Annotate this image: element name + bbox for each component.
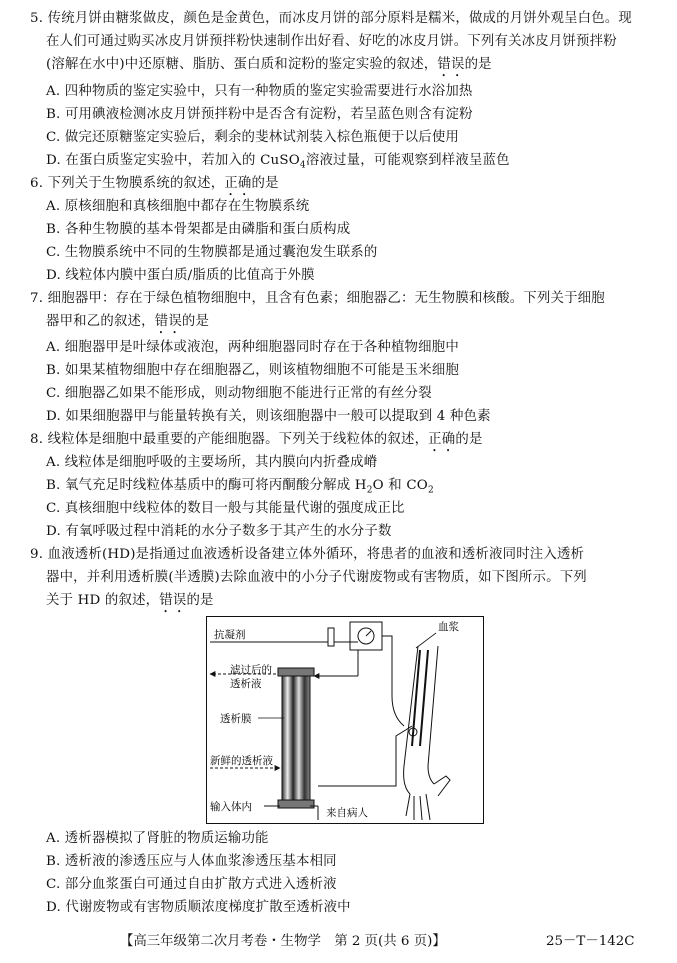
q8-option-d: D. 有氧呼吸过程中消耗的水分子数多于其产生的水分子数	[46, 524, 392, 539]
label-plasma: 血浆	[438, 622, 459, 633]
label-membrane: 透析膜	[220, 714, 252, 725]
q8-option-c: C. 真核细胞中线粒体的数目一般与其能量代谢的强度成正比	[46, 501, 405, 516]
q6-emphasis: 正确	[224, 176, 252, 191]
q7-option-b: B. 如果某植物细胞中存在细胞器乙，则该植物细胞不可能是玉米细胞	[46, 363, 460, 378]
q5-stem-line1: 5. 传统月饼由糖浆做皮，颜色是金黄色，而冰皮月饼的部分原料是糯米，做成的月饼外观呈白色。现	[30, 11, 633, 26]
footer-title: 【高三年级第二次月考卷・生物学 第 2 页(共 6 页)】	[120, 934, 446, 949]
q5-option-a: A. 四种物质的鉴定实验中，只有一种物质的鉴定实验需要进行水浴加热	[46, 84, 473, 99]
footer-code: 25－T－142C	[546, 934, 635, 949]
q5-option-d: D. 在蛋白质鉴定实验中，若加入的 CuSO$_4$溶液过量，可能观察到样液呈蓝色	[46, 153, 510, 171]
hemodialysis-diagram	[206, 616, 484, 824]
q7-emphasis: 错误	[154, 314, 182, 329]
q9-option-b: B. 透析液的渗透压应与人体血浆渗透压基本相同	[46, 854, 337, 869]
q9-option-a: A. 透析器模拟了肾脏的物质运输功能	[46, 831, 269, 846]
q8-stem: 8. 线粒体是细胞中最重要的产能细胞器。下列关于线粒体的叙述，正确的是	[30, 432, 483, 447]
q5-stem-line3: (溶解在水中)中还原糖、脂肪、蛋白质和淀粉的鉴定实验的叙述，错误的是	[46, 57, 492, 72]
q9-stem-line2: 器中，并利用透析膜(半透膜)去除血液中的小分子代谢废物或有害物质，如下图所示。下列	[46, 570, 587, 585]
q9-stem-line3: 关于 HD 的叙述，错误的是	[46, 593, 214, 608]
q6-option-a: A. 原核细胞和真核细胞中都存在生物膜系统	[46, 199, 310, 214]
q8-option-a: A. 线粒体是细胞呼吸的主要场所，其内膜向内折叠成嵴	[46, 455, 378, 470]
dialyzer	[282, 670, 310, 806]
q7-stem-line1: 7. 细胞器甲：存在于绿色植物细胞中，且含有色素；细胞器乙：无生物膜和核酸。下列关于细胞	[30, 291, 605, 306]
label-from-patient: 来自病人	[326, 808, 368, 819]
label-anticoagulant: 抗凝剂	[214, 630, 246, 641]
q9-option-c: C. 部分血浆蛋白可通过自由扩散方式进入透析液	[46, 877, 337, 892]
q7-option-c: C. 细胞器乙如果不能形成，则动物细胞不能进行正常的有丝分裂	[46, 386, 432, 401]
q9-emphasis: 错误	[159, 593, 187, 608]
q6-option-c: C. 生物膜系统中不同的生物膜都是通过囊泡发生联系的	[46, 245, 378, 260]
q5-option-b: B. 可用碘液检测冰皮月饼预拌粉中是否含有淀粉，若呈蓝色则含有淀粉	[46, 107, 473, 122]
q7-option-d: D. 如果细胞器甲与能量转换有关，则该细胞器中一般可以提取到 4 种色素	[46, 409, 491, 424]
q6-option-d: D. 线粒体内膜中蛋白质/脂质的比值高于外膜	[46, 268, 315, 283]
q6-option-b: B. 各种生物膜的基本骨架都是由磷脂和蛋白质构成	[46, 222, 351, 237]
q6-stem: 6. 下列关于生物膜系统的叙述，正确的是	[30, 176, 279, 191]
q5-option-c: C. 做完还原糖鉴定实验后，剩余的斐林试剂装入棕色瓶便于以后使用	[46, 130, 460, 145]
q7-stem-line2: 器甲和乙的叙述，错误的是	[46, 314, 210, 329]
q8-option-b: B. 氧气充足时线粒体基质中的酶可将丙酮酸分解成 $H_2O$ 和 $CO_2$	[46, 478, 434, 496]
q7-option-a: A. 细胞器甲是叶绿体或液泡，两种细胞器同时存在于各种植物细胞中	[46, 340, 459, 355]
label-fresh-dialysate: 新鲜的透析液	[210, 756, 273, 767]
q9-stem-line1: 9. 血液透析(HD)是指通过血液透析设备建立体外循环，将患者的血液和透析液同时注入透析	[30, 547, 585, 562]
q5-emphasis: 错误	[437, 57, 465, 72]
q5-stem-line2: 在人们可通过购买冰皮月饼预拌粉快速制作出好看、好吃的冰皮月饼。下列有关冰皮月饼预拌粉	[46, 34, 617, 49]
syringe-icon	[328, 628, 334, 646]
label-to-body: 输入体内	[210, 802, 252, 813]
q8-emphasis: 正确	[428, 432, 456, 447]
q9-option-d: D. 代谢废物或有害物质顺浓度梯度扩散至透析液中	[46, 900, 351, 915]
label-filtered-2: 透析液	[230, 679, 262, 690]
label-filtered-1: 滤过后的	[230, 665, 272, 676]
